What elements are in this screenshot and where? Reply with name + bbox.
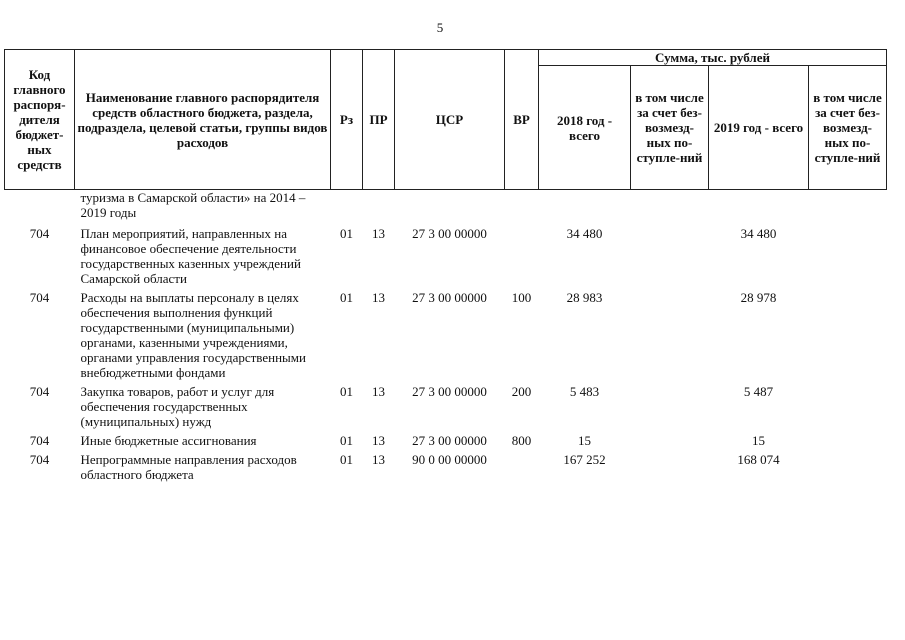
cell-2018: 15 [578, 433, 591, 448]
cell-pr: 13 [372, 433, 385, 448]
table-row [5, 429, 887, 448]
table-row [5, 448, 887, 482]
cell-csr [395, 190, 505, 223]
table-row [5, 286, 887, 380]
cell-2019: 5 487 [743, 384, 774, 399]
cell-code [5, 190, 75, 223]
cell-name: Расходы на выплаты персоналу в целях обеспечения выполнения функций государственными (муниципальными) органами, казенными учреждениями, органами управления государственными внебюджетными фондами [80, 290, 306, 380]
cell-name: План мероприятий, направленных на финансовое обеспечение деятельности государственных казенных учреждений Самарской области [80, 226, 301, 286]
cell-csr: 27 3 00 00000 [412, 290, 487, 305]
cell-csr: 27 3 00 00000 [412, 226, 487, 241]
table-body [5, 190, 887, 483]
cell-name: туризма в Самарской области» на 2014 – 2019 годы [80, 190, 306, 220]
cell-pr: 13 [372, 452, 385, 467]
header-vr: ВР [505, 50, 539, 190]
header-sum: Сумма, тыс. рублей [539, 50, 887, 66]
cell-rz: 01 [340, 226, 353, 241]
cell-vr [505, 448, 539, 482]
cell-rz [331, 190, 363, 223]
header-2019-total: 2019 год - всего [709, 66, 809, 190]
table-header [5, 50, 887, 190]
cell-rz: 01 [340, 433, 353, 448]
cell-rz: 01 [340, 384, 353, 399]
cell-code: 704 [29, 226, 50, 241]
header-pr: ПР [363, 50, 395, 190]
cell-name: Закупка товаров, работ и услуг для обеспечения государственных (муниципальных) нужд [80, 384, 275, 429]
cell-csr: 27 3 00 00000 [412, 433, 487, 448]
table-row [5, 190, 887, 223]
cell-2019-incl [809, 380, 887, 429]
table-row [5, 380, 887, 429]
cell-vr: 200 [511, 384, 532, 399]
cell-2018-incl [631, 190, 709, 223]
cell-2019: 28 978 [740, 290, 777, 305]
cell-2018-incl [631, 448, 709, 482]
cell-vr [505, 222, 539, 286]
header-2018-total: 2018 год - всего [539, 66, 631, 190]
cell-2018: 34 480 [566, 226, 603, 241]
cell-name: Непрограммные направления расходов областного бюджета [80, 452, 297, 482]
cell-2019-incl [809, 448, 887, 482]
cell-code: 704 [29, 384, 50, 399]
cell-2018: 167 252 [563, 452, 606, 467]
cell-code: 704 [29, 452, 50, 467]
cell-pr: 13 [372, 290, 385, 305]
header-name: Наименование главного распорядителя средств областного бюджета, раздела, подраздела, целевой статьи, группы видов расходов [75, 50, 331, 190]
cell-code: 704 [29, 433, 50, 448]
header-csr: ЦСР [395, 50, 505, 190]
cell-2018-incl [631, 429, 709, 448]
page-number: 5 [436, 20, 444, 35]
header-code: Код главного распоря-дителя бюджет-ных средств [5, 50, 75, 190]
cell-pr: 13 [372, 384, 385, 399]
cell-2018-incl [631, 286, 709, 380]
cell-2019 [709, 190, 809, 223]
cell-2018-incl [631, 380, 709, 429]
header-rz: Рз [331, 50, 363, 190]
cell-2018: 28 983 [566, 290, 603, 305]
cell-pr [363, 190, 395, 223]
cell-vr: 100 [511, 290, 532, 305]
cell-2019: 168 074 [737, 452, 780, 467]
cell-rz: 01 [340, 452, 353, 467]
table-row [5, 222, 887, 286]
cell-code: 704 [29, 290, 50, 305]
cell-csr: 27 3 00 00000 [412, 384, 487, 399]
cell-vr [505, 190, 539, 223]
header-2019-incl: в том числе за счет без-возмезд-ных по-ступле-ний [809, 66, 887, 190]
cell-2018: 5 483 [569, 384, 600, 399]
cell-2018-incl [631, 222, 709, 286]
cell-2019-incl [809, 429, 887, 448]
cell-vr: 800 [511, 433, 532, 448]
cell-2019: 15 [752, 433, 765, 448]
cell-2019-incl [809, 222, 887, 286]
budget-table [4, 49, 887, 482]
cell-pr: 13 [372, 226, 385, 241]
cell-name: Иные бюджетные ассигнования [80, 433, 257, 448]
cell-2019-incl [809, 190, 887, 223]
cell-rz: 01 [340, 290, 353, 305]
cell-2019: 34 480 [740, 226, 777, 241]
header-2018-incl: в том числе за счет без-возмезд-ных по-ступле-ний [631, 66, 709, 190]
cell-2019-incl [809, 286, 887, 380]
cell-csr: 90 0 00 00000 [412, 452, 487, 467]
cell-2018 [539, 190, 631, 223]
